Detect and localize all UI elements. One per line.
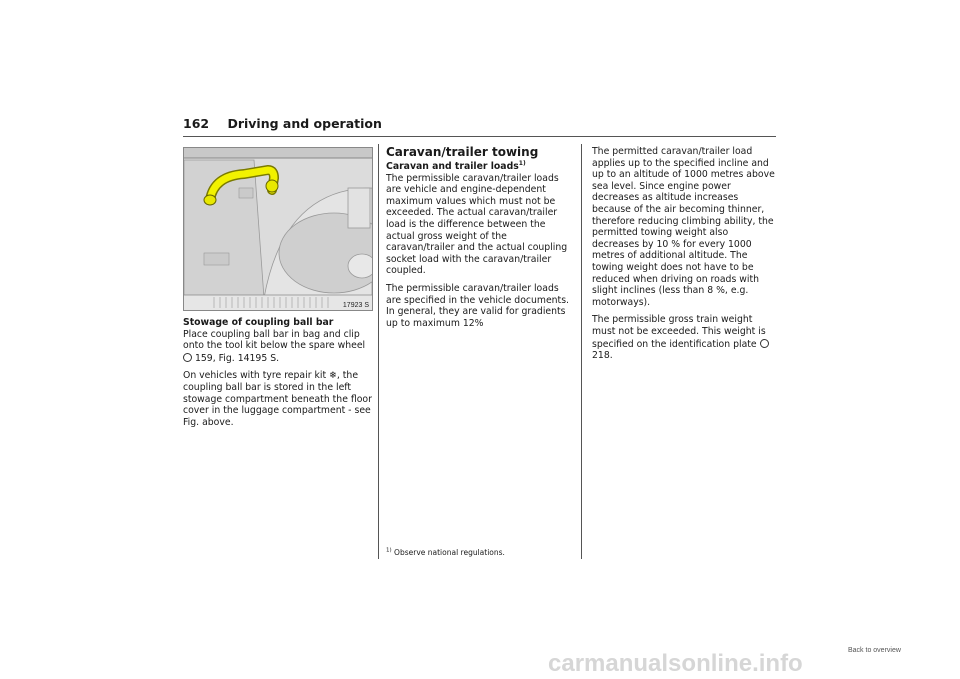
footnote-marker: 1) — [518, 159, 526, 167]
trailer-load-section — [592, 146, 778, 368]
paragraph: The permitted caravan/trailer load applies up to the specified incline and up to an altitude of 1000 metres above sea level. Since engine power decreases as altitude increases because of the air becoming thinner, therefore reducing climbing ability, the permitted towing weight also decreases by 10 % for every 1000 metres of additional altitude. The towing weight does not have to be reduced when driving on roads with slight inclines (less than 8 %, e.g. motorways). — [592, 146, 775, 308]
subsection-title-text: Caravan and trailer loads — [386, 161, 519, 172]
page-header — [183, 116, 382, 131]
paragraph-text: On vehicles with tyre repair kit — [183, 370, 327, 382]
paragraph — [183, 329, 373, 365]
watermark: carmanualsonline.info — [548, 650, 803, 677]
page-reference-icon — [183, 353, 192, 362]
luggage-compartment-illustration — [184, 148, 372, 310]
paragraph-text: Place coupling ball bar in bag and clip onto the tool kit below the spare wheel — [183, 328, 366, 352]
paragraph — [183, 370, 373, 428]
column-divider — [378, 144, 379, 559]
figure-label: 17923 S — [342, 302, 369, 309]
coupling-ball-bar-figure — [183, 147, 373, 311]
page-reference-link[interactable]: 218. — [592, 350, 613, 362]
subsection-title — [386, 161, 574, 173]
trailer-towing-section — [386, 146, 574, 335]
page-reference-link[interactable]: 159, Fig. 14195 S. — [194, 352, 280, 364]
page-number: 162 — [183, 116, 210, 131]
section-heading: Stowage of coupling ball bar — [183, 317, 334, 328]
footnote-marker: 1) — [386, 547, 392, 554]
coupling-ball-bar-section — [183, 317, 373, 434]
footnote-text: Observe national regulations. — [394, 548, 505, 557]
paragraph: The permissible caravan/trailer loads are vehicle and engine-dependent maximum values which must not be exceeded. The actual caravan/trailer load is the difference between the actual gross weight of the caravan/trailer and the actual coupling socket load with the caravan/trailer coupled. — [386, 172, 568, 277]
paragraph: The permissible caravan/trailer loads are specified in the vehicle documents. In general, they are valid for gradients up to maximum 12% — [386, 282, 569, 329]
page-title: Driving and operation — [227, 116, 382, 131]
paragraph-text: , the coupling ball bar is stored in the left stowage compartment beneath the floor cover in the luggage compartment - see Fig. above. — [183, 370, 372, 428]
section-title: Caravan/trailer towing — [386, 145, 539, 159]
header-divider — [183, 136, 776, 137]
footnote — [386, 548, 505, 557]
page-reference-icon — [760, 339, 769, 348]
paragraph — [592, 314, 778, 361]
paragraph-text: The permissible gross train weight must not be exceeded. This weight is specified on the identification plate — [592, 314, 766, 350]
tyre-repair-kit-icon: ❄ — [329, 370, 337, 382]
column-divider — [581, 144, 582, 559]
back-to-overview-link[interactable]: Back to overview — [848, 647, 901, 654]
